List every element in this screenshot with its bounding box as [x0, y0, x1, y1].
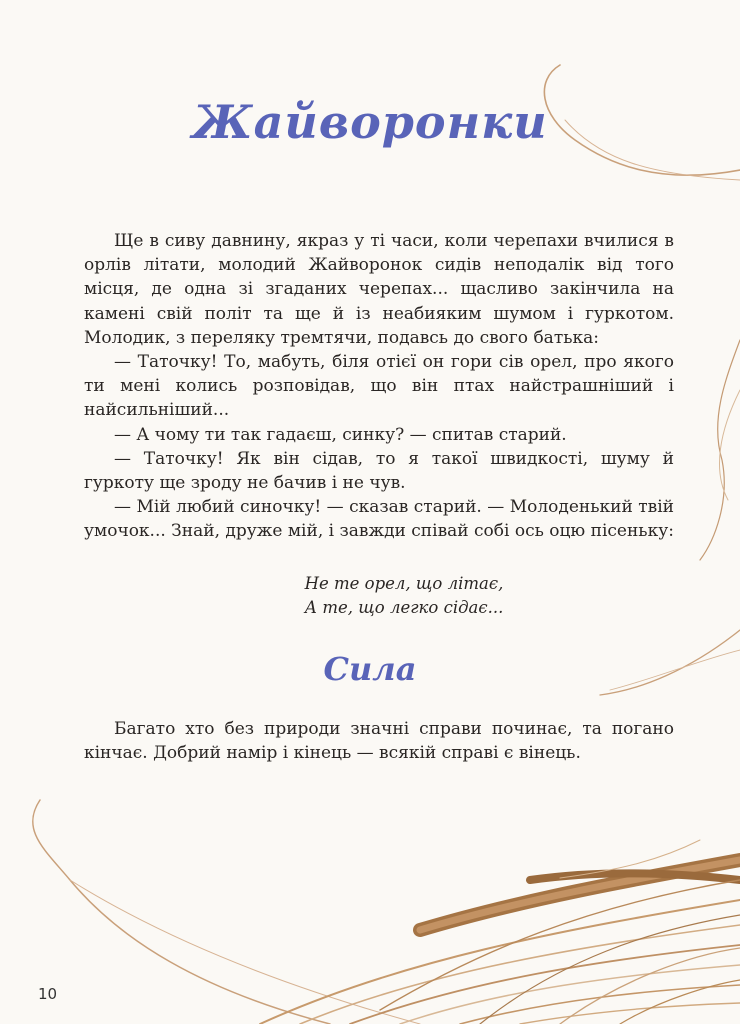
paragraph: Ще в сиву давнину, якраз у ті часи, коли черепахи вчилися в орлів літати, молодий Жайворонок сидів неподалік від того місця, де одна зі згаданих черепах... щасливо закінчила на камені свій політ та ще й із неабияким шумом і гуркотом. Молодик, з переляку тремтячи, подавсь до свого батька: [84, 231, 674, 348]
page-title: Жайворонки [192, 95, 548, 149]
poem-line: Не те орел, що літає, [304, 574, 504, 593]
story-text [84, 229, 674, 544]
paragraph: — Мій любий синочку! — сказав старий. — Молоденький твій умочок... Знай, друже мій, і завжди співай собі ось оцю пісеньку: [84, 497, 674, 542]
poem-line: А те, що легко сідає... [304, 598, 504, 617]
poem [84, 572, 674, 620]
page-number: 10 [38, 985, 58, 1003]
paragraph: — А чому ти так гадаєш, синку? — спитав старий. [114, 424, 567, 445]
sila-text [84, 717, 674, 765]
paragraph: — Таточку! Як він сідав, то я такої швидкості, шуму й гуркоту ще зроду не бачив і не чув. [84, 448, 674, 494]
section-title: Сила [323, 650, 417, 688]
paragraph: — Таточку! То, мабуть, біля отієї он гори сів орел, про якого ти мені колись розповідав, що він птах найстрашніший і найсильніший... [84, 352, 674, 421]
paragraph: Багато хто без природи значні справи починає, та погано кінчає. Добрий намір і кінець — всякій справі є вінець. [84, 719, 674, 764]
